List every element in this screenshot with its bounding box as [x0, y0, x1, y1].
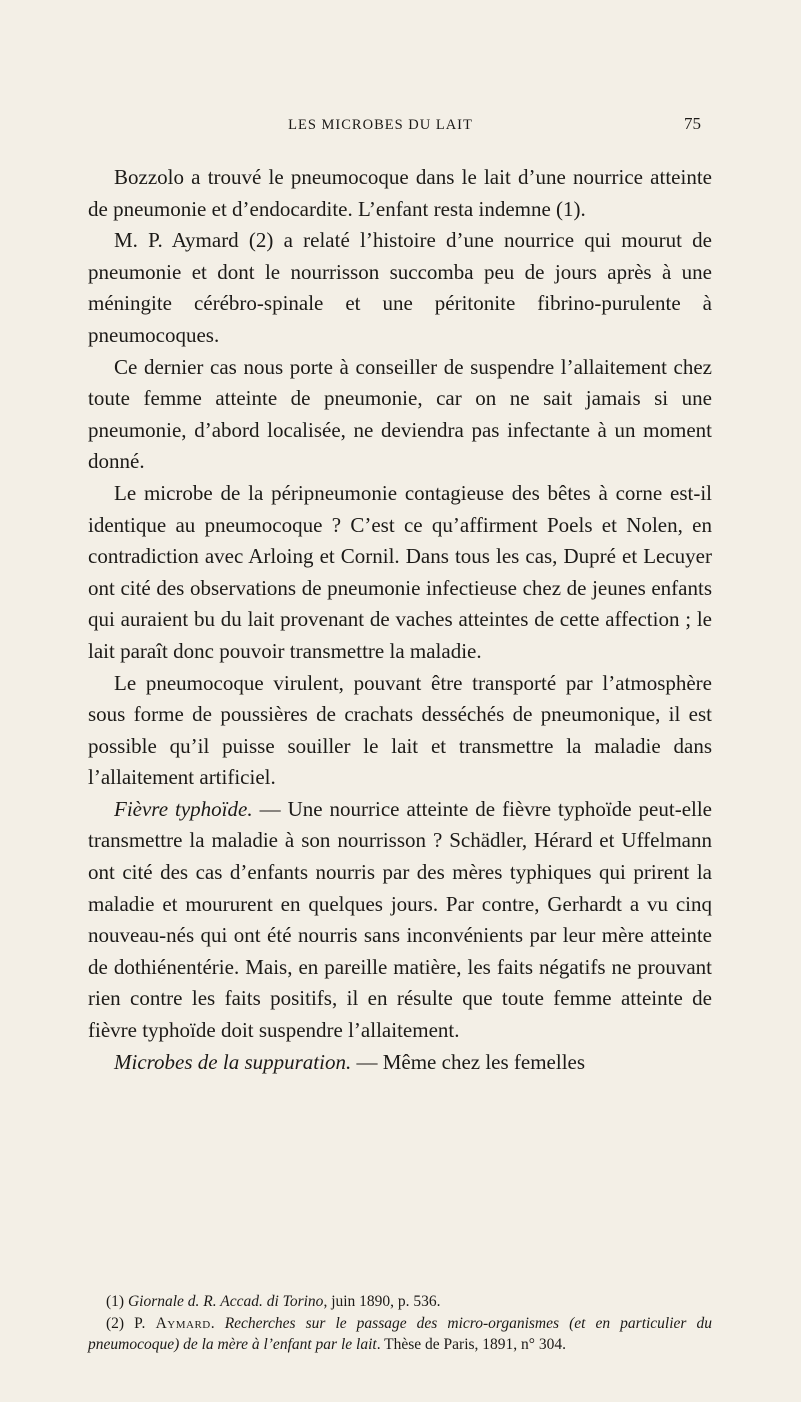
page-number: 75	[684, 114, 701, 133]
paragraph-suppuration	[88, 1047, 712, 1079]
footnote-1-number: (1)	[106, 1293, 128, 1310]
paragraph-aymard: M. P. Aymard (2) a relaté l’histoire d’une nourrice qui mourut de pneumonie et dont le nourrisson succomba peu de jours après à une méningite cérébro-spinale et une péritonite fibrino-purulente à pneumocoques.	[88, 228, 712, 347]
paragraph-conseil: Ce dernier cas nous porte à conseiller de suspendre l’allaitement chez toute femme atteinte de pneumonie, car on ne sait jamais si une pneumonie, d’abord localisée, ne deviendra pas infectante à un moment donné.	[88, 354, 712, 474]
footnote-2-rest: . Thèse de Paris, 1891, n° 304.	[376, 1336, 566, 1353]
footnote-1-rest: , juin 1890, p. 536.	[323, 1293, 441, 1310]
footnote-2-number: (2)	[106, 1314, 135, 1332]
footnote-2	[88, 1313, 712, 1356]
section-heading-suppuration: Microbes de la suppuration.	[114, 1049, 352, 1074]
paragraph-pneumocoque-virulent: Le pneumocoque virulent, pouvant être transporté par l’atmosphère sous forme de poussières de crachats desséchés de pneumonique, il est possible qu’il puisse souiller le lait et transmettre la maladie dans l’allaitement artificiel.	[88, 670, 712, 790]
main-text	[88, 162, 712, 1078]
section-heading-fievre-typhoide: Fièvre typhoïde.	[114, 796, 253, 821]
footnote-2-separator: .	[210, 1314, 225, 1332]
footnote-2-title: Recherches sur le passage des micro-organismes (et en particulier du pneumocoque) de la mère à l’enfant par le lait	[88, 1314, 713, 1353]
footnote-2-author: P. Aymard	[134, 1314, 211, 1332]
running-title-text: LES MICROBES DU LAIT	[288, 117, 473, 133]
paragraph-bozzolo: Bozzolo a trouvé le pneumocoque dans le lait d’une nourrice atteinte de pneumonie et d’endocardite. L’enfant resta indemne (1).	[88, 165, 712, 221]
paragraph-fievre-typhoide	[88, 794, 712, 1047]
running-title	[0, 117, 801, 134]
footnotes	[88, 1291, 712, 1356]
footnote-1-title: Giornale d. R. Accad. di Torino	[127, 1293, 324, 1310]
paragraph-peripneumonie: Le microbe de la péripneumonie contagieuse des bêtes à corne est-il identique au pneumocoque ? C’est ce qu’affirment Poels et Nolen, en contradiction avec Arloing et Cornil. Dans tous les cas, Dupré et Lecuyer ont cité des observations de pneumonie infectieuse chez de jeunes enfants qui auraient bu du lait provenant de vaches atteintes de cette affection ; le lait paraît donc pouvoir transmettre la maladie.	[88, 480, 712, 663]
paragraph-fievre-typhoide-text: — Une nourrice atteinte de fièvre typhoïde peut-elle transmettre la maladie à son nourrisson ? Schädler, Hérard et Uffelmann ont cité des cas d’enfants nourris par des mères typhiques qui prirent la maladie et moururent en quelques jours. Par contre, Gerhardt a vu cinq nouveau-nés qui ont été nourris sans inconvénients par leur mère atteinte de dothiénentérie. Mais, en pareille matière, les faits négatifs ne prouvant rien contre les faits positifs, il en résulte que toute femme atteinte de fièvre typhoïde doit suspendre l’allaitement.	[88, 796, 713, 1043]
paragraph-suppuration-text: — Même chez les femelles	[351, 1049, 586, 1074]
footnote-1	[88, 1291, 712, 1313]
